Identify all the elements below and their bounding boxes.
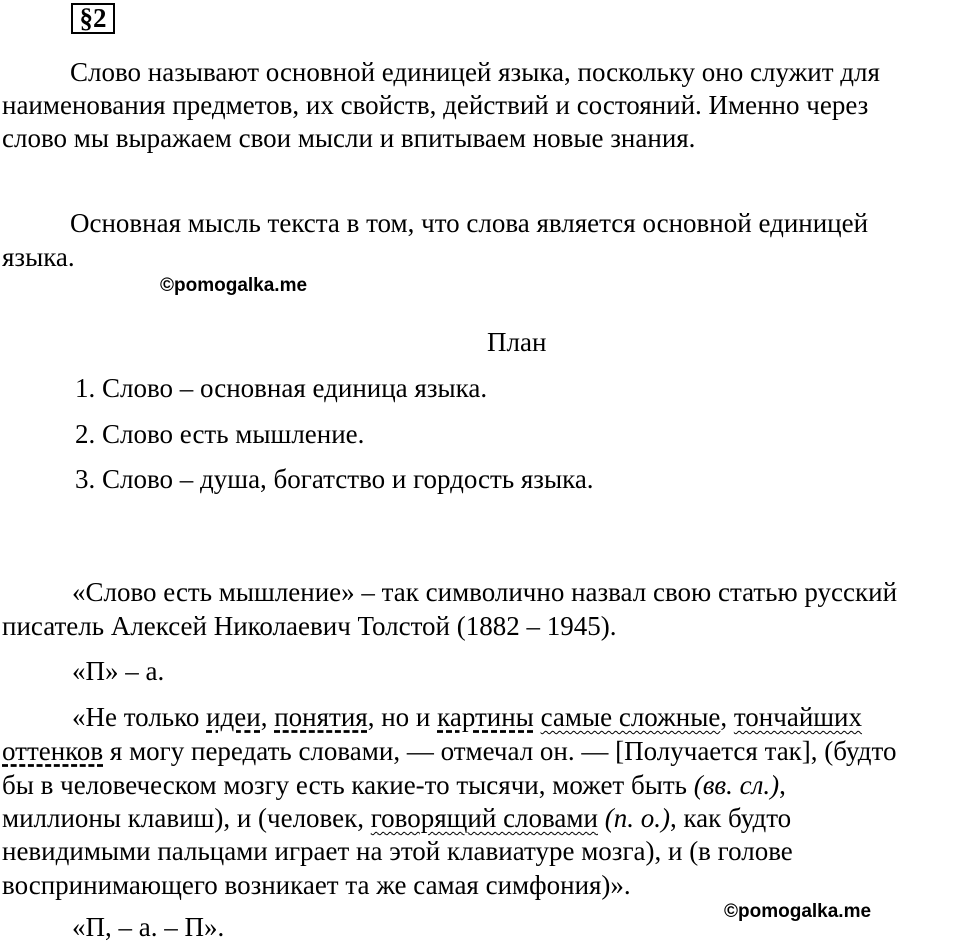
object-underlined: оттенков — [2, 736, 104, 766]
scheme-1: «П» – а. — [72, 656, 165, 686]
attribute-underlined: тончайших — [733, 702, 863, 732]
quote-text: «Не только — [72, 702, 207, 732]
object-underlined: картины — [437, 702, 534, 732]
quote-text: , как будто — [669, 803, 792, 833]
quote-text: миллионы клавиш), и (человек, — [2, 803, 371, 833]
scheme-2: «П, – а. – П». — [72, 912, 225, 942]
paragraph-1-line-1: Слово называют основной единицей языка, поскольку оно служит для — [70, 57, 880, 87]
quote-line-5: невидимыми пальцами играет на этой клавиатуре мозга), и (в голове — [2, 836, 793, 866]
watermark-top: ©pomogalka.me — [160, 275, 308, 296]
watermark-bottom: ©pomogalka.me — [724, 901, 872, 922]
plan-title: План — [487, 327, 547, 357]
attribute-underlined: самые сложные — [540, 702, 721, 732]
parenthetical-note: (вв. сл.) — [693, 770, 780, 800]
object-underlined: идеи — [206, 702, 261, 732]
object-underlined: понятия — [274, 702, 368, 732]
parenthetical-note: (п. о.) — [604, 803, 670, 833]
paragraph-2-line-1: Основная мысль текста в том, что слова является основной единицей — [70, 208, 869, 238]
quote-text — [534, 702, 541, 732]
paragraph-1-line-2: наименования предметов, их свойств, действий и состояний. Именно через — [2, 90, 869, 120]
quote-line-6: воспринимающего возникает та же самая симфония)». — [2, 870, 631, 900]
plan-item-1: 1. Слово – основная единица языка. — [75, 373, 488, 403]
plan-item-3: 3. Слово – душа, богатство и гордость языка. — [75, 464, 594, 494]
quote-text — [598, 803, 605, 833]
paragraph-1-line-3: слово мы выражаем свои мысли и впитываем новые знания. — [2, 123, 696, 153]
paragraph-3-line-1: «Слово есть мышление» – так символично назвал свою статью русский — [72, 577, 898, 607]
quote-text: , — [779, 770, 786, 800]
quote-line-1 — [72, 704, 862, 731]
quote-text: , — [720, 702, 734, 732]
paragraph-2-line-2: языка. — [2, 242, 75, 272]
paragraph-3-line-2: писатель Алексей Николаевич Толстой (1882 – 1945). — [2, 611, 617, 641]
quote-text: , но и — [367, 702, 438, 732]
section-number: §2 — [71, 3, 115, 34]
quote-text: бы в человеческом мозгу есть какие-то тысячи, может быть — [2, 770, 694, 800]
quote-line-3 — [2, 772, 786, 799]
quote-line-4 — [2, 805, 791, 832]
quote-text: , — [260, 702, 275, 732]
plan-item-2: 2. Слово есть мышление. — [75, 419, 365, 449]
attribute-underlined: говорящий словами — [370, 803, 598, 833]
quote-text: я могу передать словами, — отмечал он. — [Получается так], (будто — [103, 736, 897, 766]
quote-line-2 — [2, 738, 896, 765]
